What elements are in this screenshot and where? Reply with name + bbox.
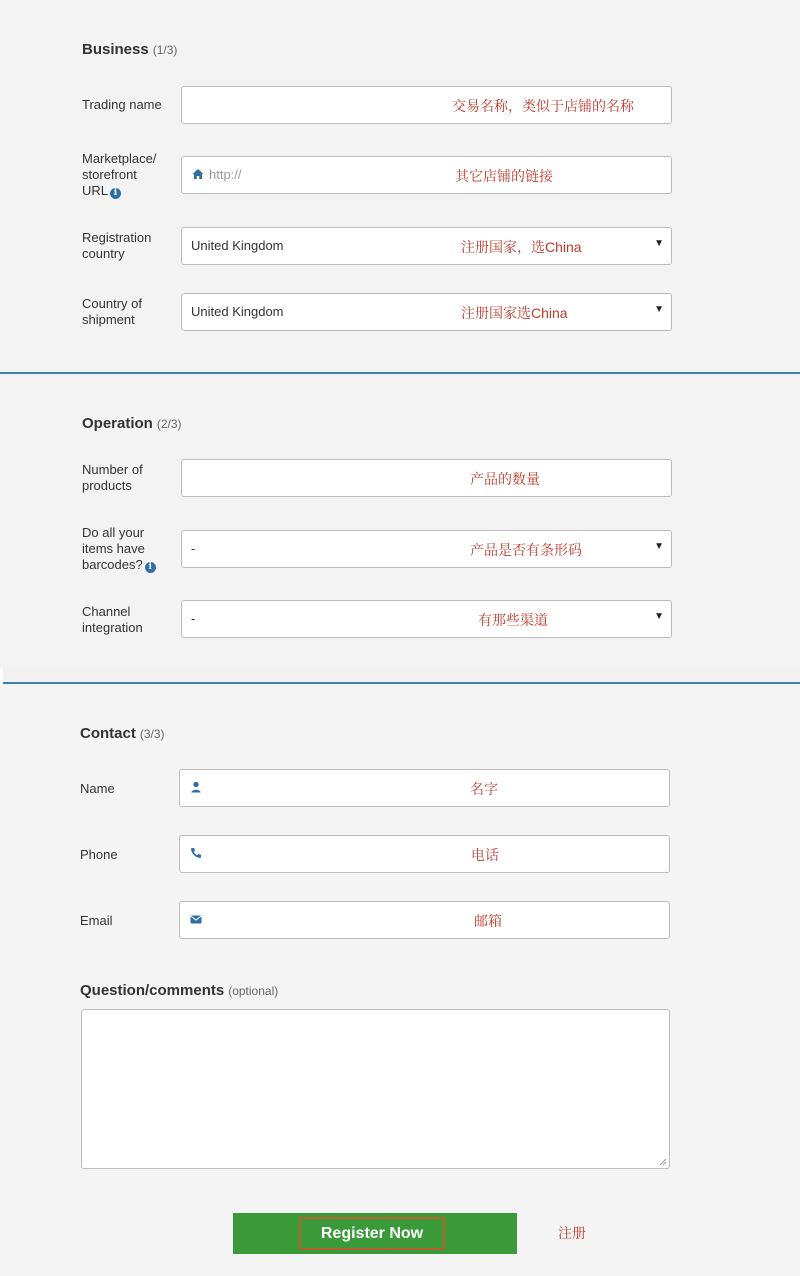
label-line: country [82, 246, 125, 261]
shipment-country-label [82, 296, 177, 328]
caret-down-icon: ▼ [654, 541, 664, 552]
label-line: products [82, 478, 132, 493]
channel-integration-note: 有那些渠道 [478, 612, 548, 628]
name-label: Name [80, 781, 115, 796]
home-icon [191, 167, 205, 181]
label-line: storefront [82, 167, 137, 182]
barcodes-select[interactable] [181, 530, 672, 568]
phone-label: Phone [80, 847, 118, 862]
shipment-country-select[interactable] [181, 293, 672, 331]
section-title-text: Contact [80, 725, 136, 742]
email-input[interactable] [179, 901, 670, 939]
label-line: items have [82, 541, 145, 556]
phone-note: 电话 [471, 847, 499, 863]
products-count-note: 产品的数量 [470, 471, 540, 487]
caret-down-icon: ▼ [654, 238, 664, 249]
products-count-input[interactable] [181, 459, 672, 497]
url-placeholder: http:// [209, 167, 242, 182]
contact-section-title [80, 725, 165, 742]
select-value: United Kingdom [191, 238, 284, 253]
label-line: Marketplace/ [82, 151, 157, 166]
barcodes-label [82, 525, 177, 573]
name-note: 名字 [470, 781, 498, 797]
section-divider [3, 682, 800, 684]
section-step: (3/3) [139, 727, 165, 741]
label-line: Registration [82, 230, 152, 245]
barcodes-note: 产品是否有条形码 [470, 542, 582, 558]
trading-name-note: 交易名称，类似于店铺的名称 [452, 98, 634, 114]
caret-down-icon: ▼ [654, 611, 664, 622]
register-now-label: Register Now [299, 1217, 445, 1250]
register-now-button[interactable] [233, 1213, 517, 1254]
section-title-text: Business [82, 41, 149, 58]
select-value: United Kingdom [191, 304, 284, 319]
email-label: Email [80, 913, 113, 928]
name-input[interactable] [179, 769, 670, 807]
optional-hint: (optional) [228, 984, 279, 998]
label-line: Country of [82, 296, 142, 311]
envelope-icon [189, 912, 203, 926]
comments-title [80, 982, 278, 999]
shipment-country-note: 注册国家选China [461, 305, 568, 321]
section-divider [0, 372, 800, 374]
comments-title-text: Question/comments [80, 982, 225, 999]
section-title-text: Operation [82, 415, 153, 432]
section-step: (2/3) [156, 417, 182, 431]
label-line: Channel [82, 604, 131, 619]
registration-country-label [82, 230, 177, 262]
info-icon[interactable]: i [110, 188, 121, 199]
business-section-title [82, 41, 177, 58]
label-line: Number of [82, 462, 143, 477]
label-line: barcodes? [82, 557, 143, 572]
trading-name-input[interactable] [181, 86, 672, 124]
channel-integration-label [82, 604, 177, 636]
label-line: integration [82, 620, 143, 635]
resize-grip-icon[interactable] [659, 1158, 667, 1166]
comments-textarea[interactable] [81, 1009, 670, 1169]
label-line: URL [82, 183, 109, 198]
trading-name-label: Trading name [82, 97, 162, 112]
user-icon [189, 780, 203, 794]
select-value: - [191, 611, 196, 626]
storefront-url-input[interactable] [181, 156, 672, 194]
storefront-url-label [82, 151, 177, 199]
email-note: 邮箱 [474, 913, 502, 929]
select-value: - [191, 541, 196, 556]
registration-country-select[interactable] [181, 227, 672, 265]
products-count-label [82, 462, 177, 494]
section-step: (1/3) [152, 43, 178, 57]
phone-icon [189, 846, 203, 860]
info-icon[interactable]: i [145, 562, 156, 573]
channel-integration-select[interactable] [181, 600, 672, 638]
label-line: shipment [82, 312, 135, 327]
phone-input[interactable] [179, 835, 670, 873]
label-line: Do all your [82, 525, 145, 540]
operation-section-title [82, 415, 182, 432]
register-note: 注册 [558, 1225, 586, 1241]
storefront-url-note: 其它店铺的链接 [455, 168, 553, 184]
caret-down-icon: ▼ [654, 304, 664, 315]
registration-country-note: 注册国家，选China [461, 239, 582, 255]
